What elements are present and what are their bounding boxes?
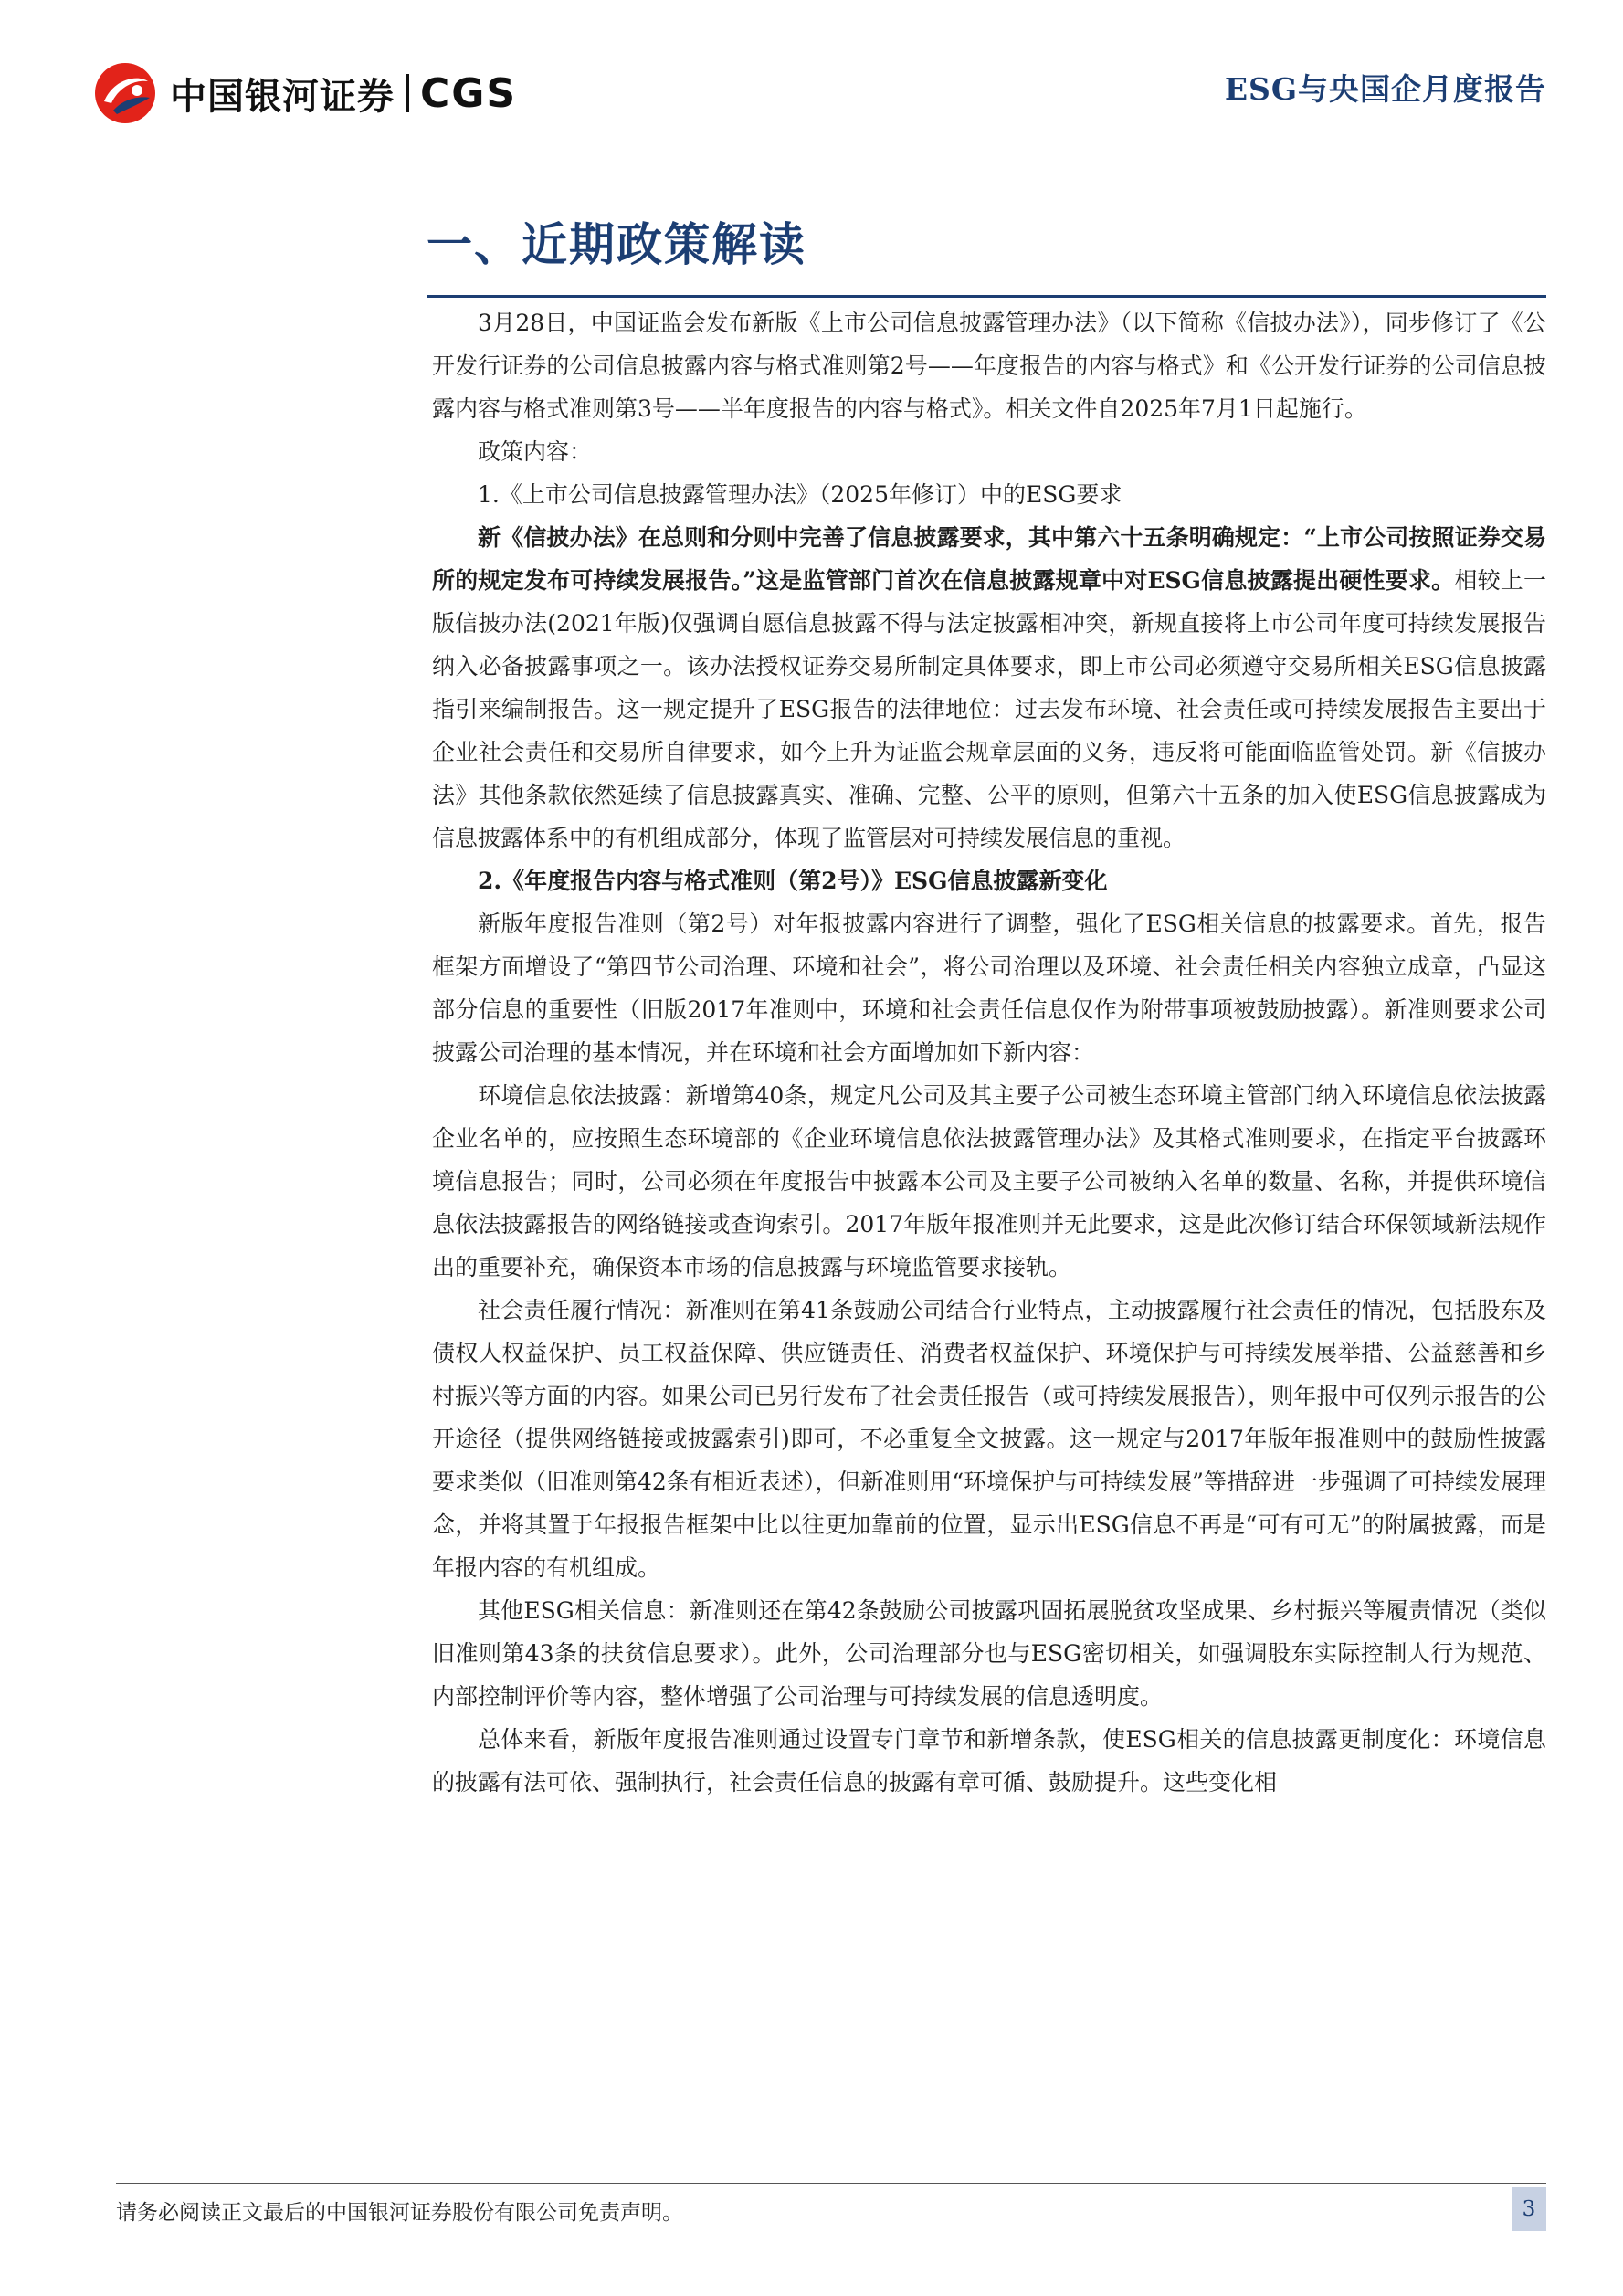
document-body xyxy=(432,301,1546,1804)
subheading-disclosure-measures: 1.《上市公司信息披露管理办法》（2025年修订）中的ESG要求 xyxy=(478,481,1122,508)
paragraph-summary: 总体来看，新版年度报告准则通过设置专门章节和新增条款，使ESG相关的信息披露更制度化：环境信息的披露有法可依、强制执行，社会责任信息的披露有章可循、鼓励提升。这些变化相 xyxy=(432,1726,1546,1796)
paragraph-article-65 xyxy=(432,516,1546,859)
paragraph-other-esg: 其他ESG相关信息：新准则还在第42条鼓励公司披露巩固拓展脱贫攻坚成果、乡村振兴等履责情况（类似旧准则第43条的扶贫信息要求）。此外，公司治理部分也与ESG密切相关，如强调股东实际控制人行为规范、内部控制评价等内容，整体增强了公司治理与可持续发展的信息透明度。 xyxy=(432,1597,1546,1710)
footer-divider xyxy=(116,2183,1546,2184)
paragraph-annual-report-changes: 新版年度报告准则（第2号）对年报披露内容进行了调整，强化了ESG相关信息的披露要求。首先，报告框架方面增设了“第四节公司治理、环境和社会”，将公司治理以及环境、社会责任相关内容独立成章，凸显这部分信息的重要性（旧版2017年准则中，环境和社会责任信息仅作为附带事项被鼓励披露）。新准则要求公司披露公司治理的基本情况，并在环境和社会方面增加如下新内容： xyxy=(432,911,1546,1066)
section-divider xyxy=(427,295,1546,298)
paragraph-environmental-disclosure: 环境信息依法披露：新增第40条，规定凡公司及其主要子公司被生态环境主管部门纳入环境信息依法披露企业名单的，应按照生态环境部的《企业环境信息依法披露管理办法》及其格式准则要求，在指定平台披露环境信息报告；同时，公司必须在年度报告中披露本公司及主要子公司被纳入名单的数量、名称，并提供环境信息依法披露报告的网络链接或查询索引。2017年版年报准则并无此要求，这是此次修订结合环保领域新法规作出的重要补充，确保资本市场的信息披露与环境监管要求接轨。 xyxy=(432,1082,1546,1280)
subheading-annual-report-standard: 2.《年度报告内容与格式准则（第2号）》ESG信息披露新变化 xyxy=(478,868,1108,894)
footer-disclaimer: 请务必阅读正文最后的中国银河证券股份有限公司免责声明。 xyxy=(116,2201,683,2225)
logo-divider xyxy=(406,74,409,112)
paragraph-article-65-text: 相较上一版信披办法(2021年版)仅强调自愿信息披露不得与法定披露相冲突，新规直接将上市公司年度可持续发展报告纳入必备披露事项之一。该办法授权证券交易所制定具体要求，即上市公司必须遵守交易所相关ESG信息披露指引来编制报告。这一规定提升了ESG报告的法律地位：过去发布环境、社会责任或可持续发展报告主要出于企业社会责任和交易所自律要求，如今上升为证监会规章层面的义务，违反将可能面临监管处罚。新《信披办法》其他条款依然延续了信息披露真实、准确、完整、公平的原则，但第六十五条的加入使ESG信息披露成为信息披露体系中的有机组成部分，体现了监管层对可持续发展信息的重视。 xyxy=(432,567,1546,851)
company-logo xyxy=(93,55,517,132)
paragraph-social-responsibility: 社会责任履行情况：新准则在第41条鼓励公司结合行业特点，主动披露履行社会责任的情况，包括股东及债权人权益保护、员工权益保障、供应链责任、消费者权益保护、环境保护与可持续发展举措、公益慈善和乡村振兴等方面的内容。如果公司已另行发布了社会责任报告（或可持续发展报告），则年报中可仅列示报告的公开途径（提供网络链接或披露索引)即可，不必重复全文披露。这一规定与2017年版年报准则中的鼓励性披露要求类似（旧准则第42条有相近表述），但新准则用“环境保护与可持续发展”等措辞进一步强调了可持续发展理念，并将其置于年报报告框架中比以往更加靠前的位置，显示出ESG信息不再是“可有可无”的附属披露，而是年报内容的有机组成。 xyxy=(432,1297,1546,1581)
logo-text-en: CGS xyxy=(420,69,518,117)
paragraph-article-65-emphasis: 新《信披办法》在总则和分则中完善了信息披露要求，其中第六十五条明确规定：“上市公司按照证券交易所的规定发布可持续发展报告。”这是监管部门首次在信息披露规章中对ESG信息披露提出硬性要求。 xyxy=(432,524,1546,594)
logo-text-cn: 中国银河证券 xyxy=(170,75,395,118)
section-title: 一、近期政策解读 xyxy=(427,217,806,271)
page-number: 3 xyxy=(1512,2187,1546,2231)
paragraph-policy-label: 政策内容： xyxy=(478,438,593,465)
paragraph-intro: 3月28日，中国证监会发布新版《上市公司信息披露管理办法》（以下简称《信披办法》），同步修订了《公开发行证券的公司信息披露内容与格式准则第2号——年度报告的内容与格式》和《公开发行证券的公司信息披露内容与格式准则第3号——半年度报告的内容与格式》。相关文件自2025年7月1日起施行。 xyxy=(432,310,1546,422)
galaxy-logo-icon xyxy=(93,61,157,125)
report-title: ESG与央国企月度报告 xyxy=(1224,71,1546,107)
